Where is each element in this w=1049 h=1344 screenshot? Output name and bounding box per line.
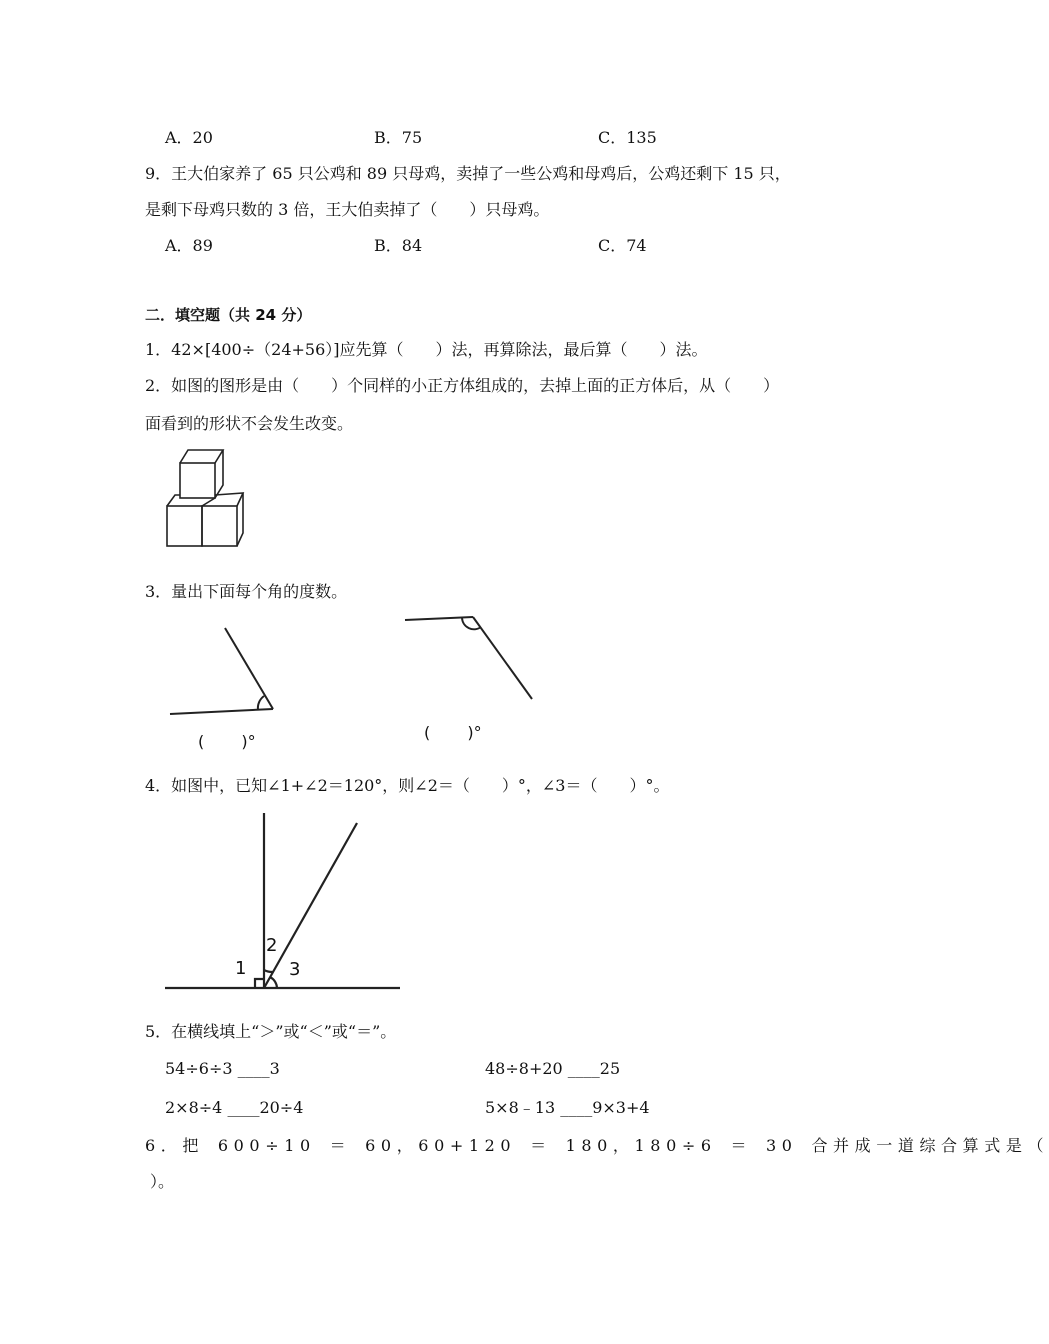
q8-option-a: A．20 [165, 128, 213, 147]
compare-item-3: 2×8÷4 ____20÷4 [165, 1098, 304, 1117]
fill5-text: 5．在横线填上“＞”或“＜”或“＝”。 [145, 1022, 397, 1041]
q9-text-line2: 是剩下母鸡只数的 3 倍，王大伯卖掉了（ ）只母鸡。 [145, 200, 550, 219]
q9-text-line1: 9．王大伯家养了 65 只公鸡和 89 只母鸡，卖掉了一些公鸡和母鸡后，公鸡还剩下 15 只， [145, 164, 791, 183]
angle-label-2: 2 [266, 935, 278, 956]
q8-option-c: C．135 [598, 128, 657, 147]
fill1-text: 1．42×[400÷（24+56）]应先算（ ）法，再算除法，最后算（ ）法。 [145, 340, 708, 359]
fill6-text-line1: 6．把 600÷10 ＝ 60，60+120 ＝ 180，180÷6 ＝ 30 合并成一道综合算式是（ [145, 1136, 1049, 1155]
fill3-answer-right: ( )° [424, 723, 482, 742]
section-title: 二．填空题（共 24 分） [145, 306, 312, 324]
fill3-text: 3．量出下面每个角的度数。 [145, 582, 348, 601]
fill2-text-line1: 2．如图的图形是由（ ）个同样的小正方体组成的，去掉上面的正方体后，从（ ） [145, 376, 780, 395]
q9-option-b: B．84 [374, 236, 423, 255]
cube-figure [160, 443, 250, 553]
fill6-text-line2: ）。 [150, 1172, 175, 1191]
intersecting-lines-figure [160, 810, 410, 995]
compare-item-1: 54÷6÷3 ____3 [165, 1059, 280, 1078]
fill4-text: 4．如图中，已知∠1+∠2＝120°，则∠2＝（ ）°，∠3＝（ ）°。 [145, 776, 670, 795]
angle-label-3: 3 [289, 959, 301, 980]
compare-item-4: 5×8﹣13 ____9×3+4 [485, 1098, 650, 1117]
q9-option-a: A．89 [165, 236, 213, 255]
angle-label-1: 1 [235, 958, 247, 979]
fill2-text-line2: 面看到的形状不会发生改变。 [145, 414, 354, 433]
fill3-answer-left: ( )° [198, 732, 256, 751]
compare-item-2: 48÷8+20 ____25 [485, 1059, 621, 1078]
q8-option-b: B．75 [374, 128, 423, 147]
q9-option-c: C．74 [598, 236, 647, 255]
